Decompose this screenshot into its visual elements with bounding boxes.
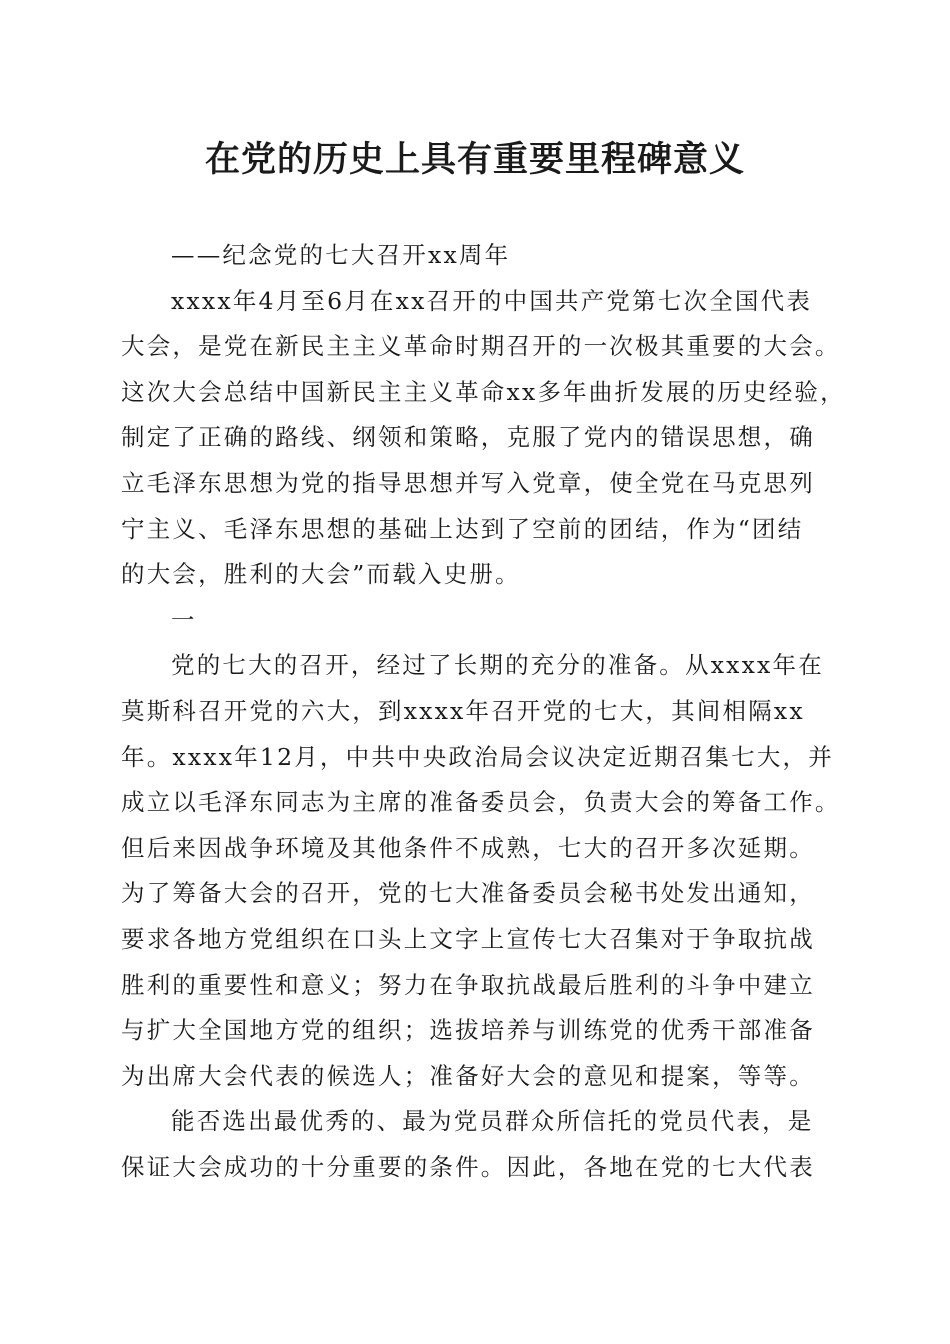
paragraph-line: 为出席大会代表的候选人；准备好大会的意见和提案，等等。 <box>121 1061 815 1090</box>
paragraph-line: 年。xxxx年12月，中共中央政治局会议决定近期召集七大，并 <box>121 742 834 771</box>
paragraph-line: 与扩大全国地方党的组织；选拔培养与训练党的优秀干部准备 <box>121 1016 815 1045</box>
paragraph-line: 但后来因战争环境及其他条件不成熟，七大的召开多次延期。 <box>121 833 815 862</box>
paragraph-line: 胜利的重要性和意义；努力在争取抗战最后胜利的斗争中建立 <box>121 970 815 999</box>
paragraph-line: 这次大会总结中国新民主主义革命xx多年曲折发展的历史经验， <box>121 377 846 406</box>
paragraph-line: 大会，是党在新民主主义革命时期召开的一次极其重要的大会。 <box>121 332 841 361</box>
subtitle-line: ——纪念党的七大召开xx周年 <box>171 241 511 269</box>
paragraph-line: 保证大会成功的十分重要的条件。因此，各地在党的七大代表 <box>121 1152 815 1181</box>
paragraph-line: 为了筹备大会的召开，党的七大准备委员会秘书处发出通知， <box>121 879 815 908</box>
paragraph-line: 宁主义、毛泽东思想的基础上达到了空前的团结，作为“团结 <box>121 514 804 543</box>
document-title: 在党的历史上具有重要里程碑意义 <box>204 139 745 180</box>
paragraph-line: 莫斯科召开党的六大，到xxxx年召开党的七大，其间相隔xx <box>121 696 805 725</box>
paragraph-line: 党的七大的召开，经过了长期的充分的准备。从xxxx年在 <box>171 651 824 680</box>
paragraph-line: 制定了正确的路线、纲领和策略，克服了党内的错误思想，确 <box>121 423 815 452</box>
paragraph-line: 的大会，胜利的大会”而载入史册。 <box>121 560 521 589</box>
paragraph-line: 成立以毛泽东同志为主席的准备委员会，负责大会的筹备工作。 <box>121 788 841 817</box>
paragraph-line: 立毛泽东思想为党的指导思想并写入党章，使全党在马克思列 <box>121 468 815 497</box>
section-number: 一 <box>171 605 197 634</box>
document-body <box>121 233 846 1190</box>
paragraph-line: xxxx年4月至6月在xx召开的中国共产党第七次全国代表 <box>171 286 813 315</box>
paragraph-line: 要求各地方党组织在口头上文字上宣传七大召集对于争取抗战 <box>121 924 815 953</box>
paragraph-line: 能否选出最优秀的、最为党员群众所信托的党员代表，是 <box>171 1107 814 1136</box>
